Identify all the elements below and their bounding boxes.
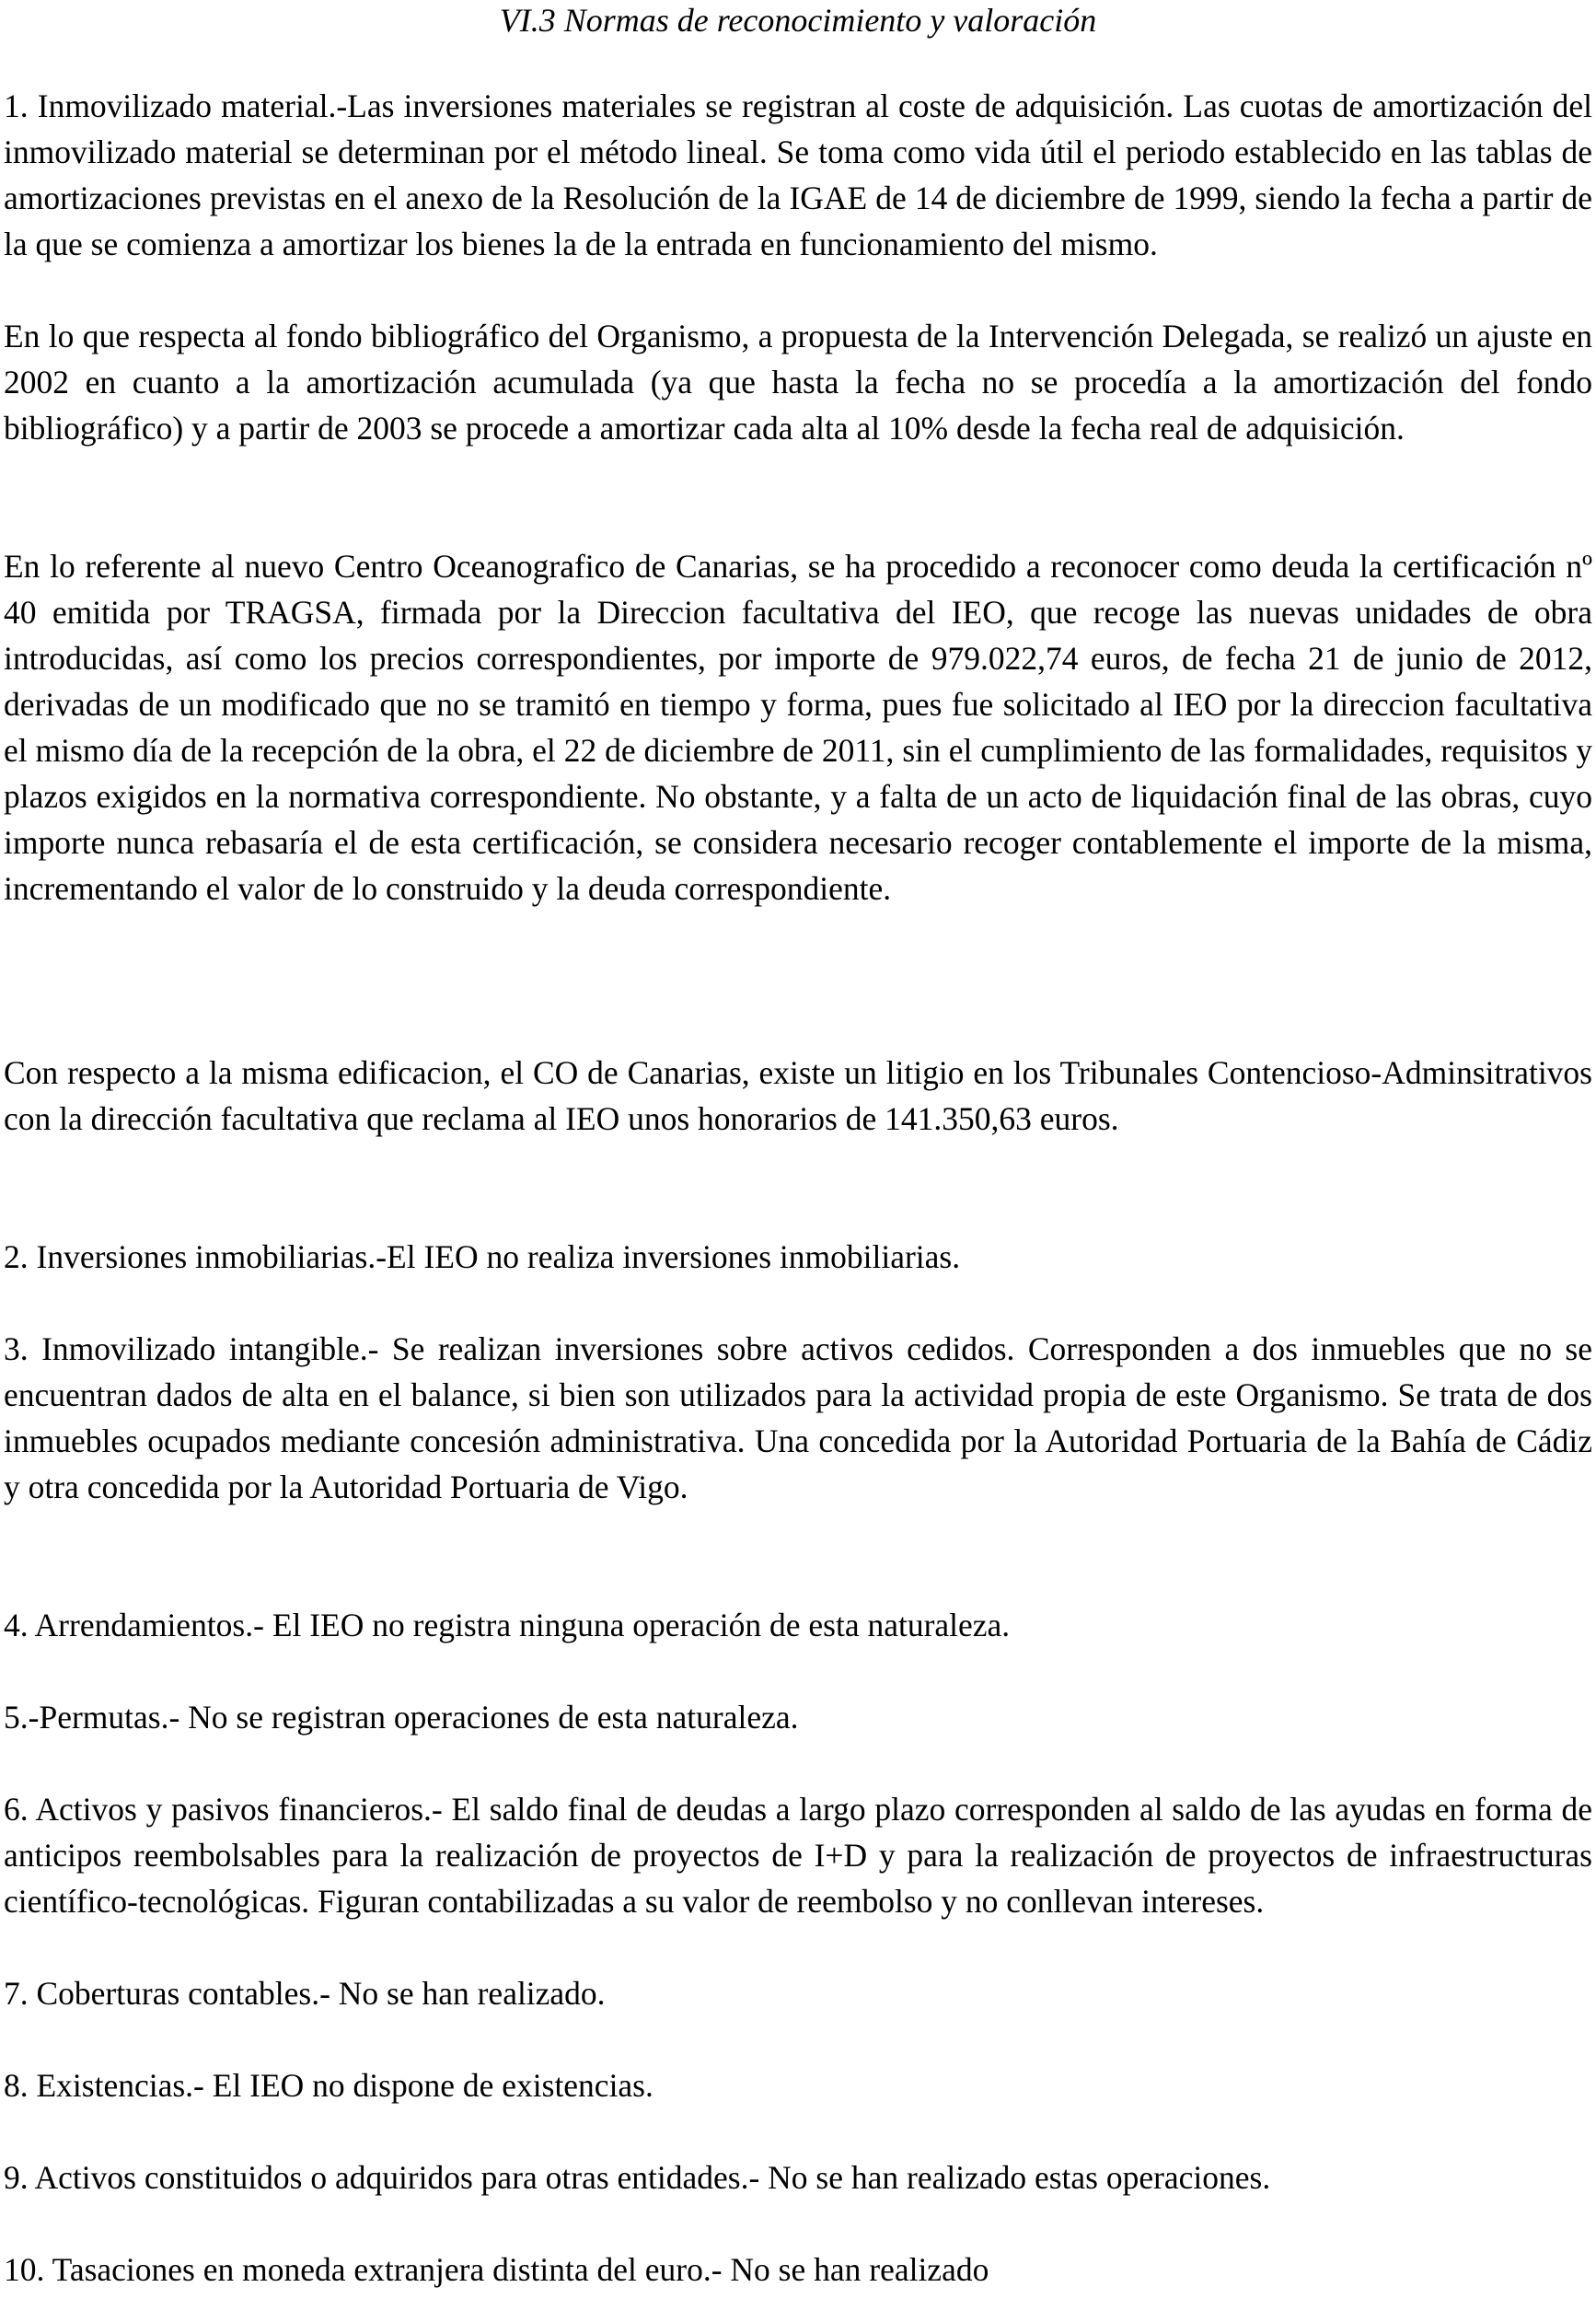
paragraph-litigio: Con respecto a la misma edificacion, el CO de Canarias, existe un litigio en los Tribunales Contencioso-Adminsitrativos con la dirección facultativa que reclama al IEO unos honorarios de 141.350,63 euros. [4,1054,1592,1137]
page-title: VI.3 Normas de reconocimiento y valoración [499,2,1097,39]
paragraph-centro-oceanografico: En lo referente al nuevo Centro Oceanografico de Canarias, se ha procedido a reconocer como deuda la certificación nº 40 emitida por TRAGSA, firmada por la Direccion facultativa del IEO, que recoge las nuevas unidades de obra introducidas, así como los precios correspondientes, por importe de 979.022,74 euros, de fecha 21 de junio de 2012, derivadas de un modificado que no se tramitó en tiempo y forma, pues fue solicitado al IEO por la direccion facultativa el mismo día de la recepción de la obra, el 22 de diciembre de 2011, sin el cumplimiento de las formalidades, requisitos y plazos exigidos en la normativa correspondiente. No obstante, y a falta de un acto de liquidación final de las obras, cuyo importe nunca rebasaría el de esta certificación, se considera necesario recoger contablemente el importe de la misma, incrementando el valor de lo construido y la deuda correspondiente. [4,548,1592,907]
paragraph-inmovilizado-intangible: 3. Inmovilizado intangible.- Se realizan inversiones sobre activos cedidos. Corresponden a dos inmuebles que no se encuentran dados de alta en el balance, si bien son utilizados para la actividad propia de este Organismo. Se trata de dos inmuebles ocupados mediante concesión administrativa. Una concedida por la Autoridad Portuaria de la Bahía de Cádiz y otra concedida por la Autoridad Portuaria de Vigo. [4,1330,1592,1505]
paragraph-fondo-bibliografico: En lo que respecta al fondo bibliográfico del Organismo, a propuesta de la Intervención Delegada, se realizó un ajuste en 2002 en cuanto a la amortización acumulada (ya que hasta la fecha no se procedía a la amortización del fondo bibliográfico) y a partir de 2003 se procede a amortizar cada alta al 10% desde la fecha real de adquisición. [4,318,1592,447]
paragraph-coberturas-contables: 7. Coberturas contables.- No se han realizado. [4,1975,606,2012]
paragraph-activos-pasivos-financieros: 6. Activos y pasivos financieros.- El saldo final de deudas a largo plazo corresponden al saldo de las ayudas en forma de anticipos reembolsables para la realización de proyectos de I+D y para la realización de proyectos de infraestructuras científico-tecnológicas. Figuran contabilizadas a su valor de reembolso y no conllevan intereses. [4,1791,1592,1920]
paragraph-activos-otras-entidades: 9. Activos constituidos o adquiridos para otras entidades.- No se han realizado estas operaciones. [4,2159,1271,2196]
paragraph-inmovilizado-material: 1. Inmovilizado material.-Las inversiones materiales se registran al coste de adquisición. Las cuotas de amortización del inmovilizado material se determinan por el método lineal. Se toma como vida útil el periodo establecido en las tablas de amortizaciones previstas en el anexo de la Resolución de la IGAE de 14 de diciembre de 1999, siendo la fecha a partir de la que se comienza a amortizar los bienes la de la entrada en funcionamiento del mismo. [4,87,1592,262]
paragraph-existencias: 8. Existencias.- El IEO no dispone de existencias. [4,2067,653,2104]
paragraph-arrendamientos: 4. Arrendamientos.- El IEO no registra ninguna operación de esta naturaleza. [4,1607,1011,1643]
paragraph-inversiones-inmobiliarias: 2. Inversiones inmobiliarias.-El IEO no realiza inversiones inmobiliarias. [4,1238,961,1275]
paragraph-tasaciones-moneda-extranjera: 10. Tasaciones en moneda extranjera distinta del euro.- No se han realizado [4,2251,989,2288]
paragraph-permutas: 5.-Permutas.- No se registran operaciones de esta naturaleza. [4,1699,799,1736]
